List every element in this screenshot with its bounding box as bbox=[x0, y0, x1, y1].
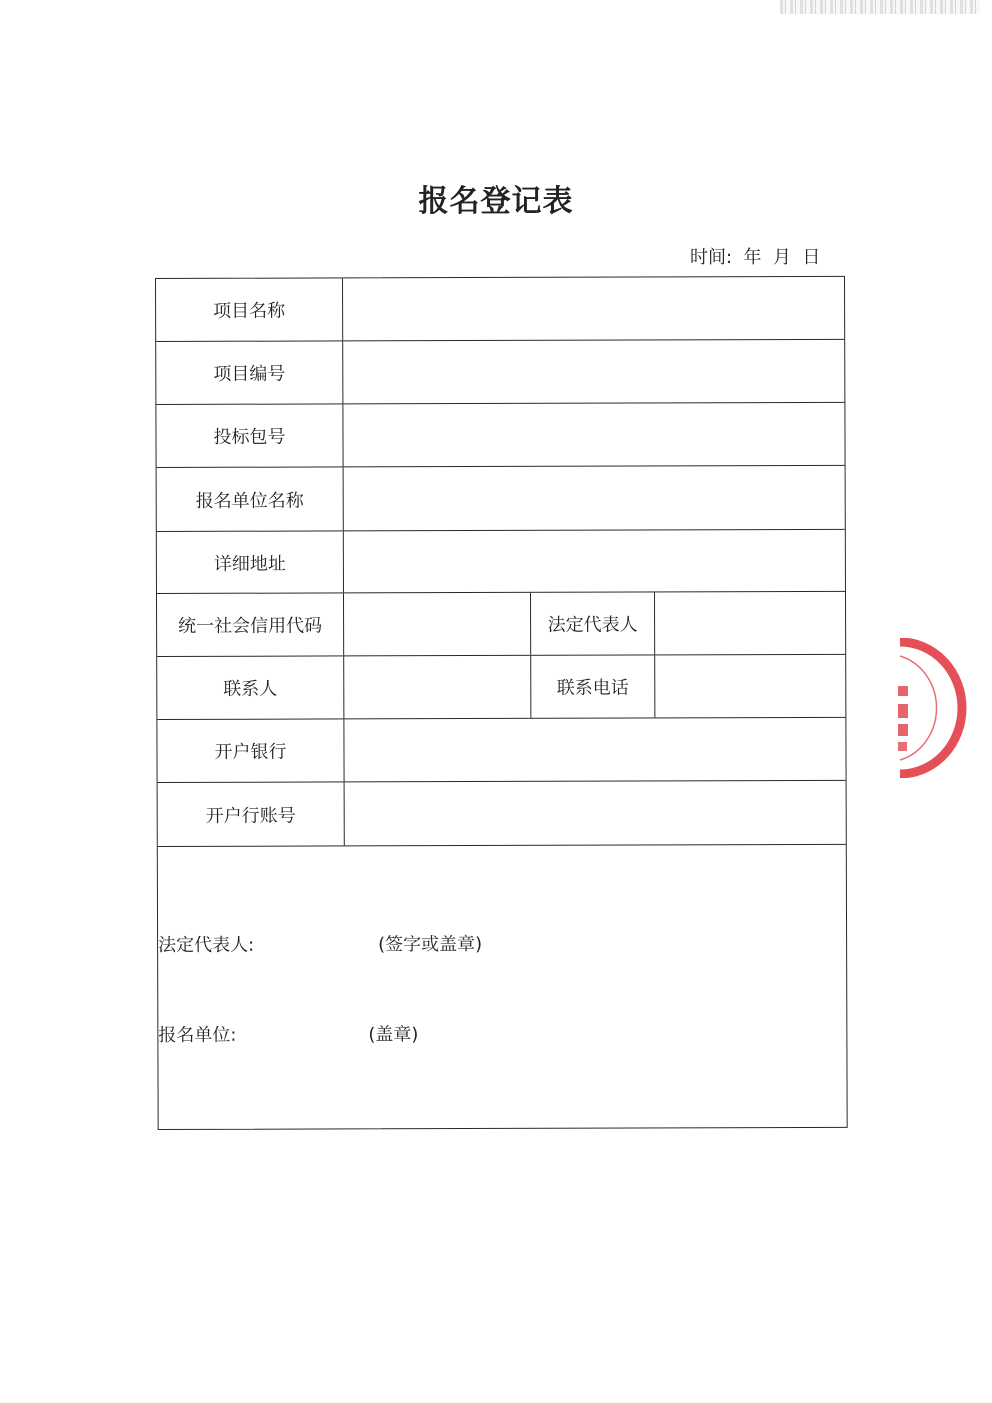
account-field[interactable] bbox=[345, 781, 846, 846]
project-number-field[interactable] bbox=[343, 340, 844, 404]
address-label: 详细地址 bbox=[157, 531, 344, 593]
row-bank bbox=[157, 718, 845, 783]
legal-rep-label: 法定代表人 bbox=[531, 592, 655, 654]
row-address bbox=[157, 530, 845, 594]
credit-code-label: 统一社会信用代码 bbox=[157, 593, 344, 656]
project-name-field[interactable] bbox=[343, 277, 844, 341]
row-account bbox=[158, 781, 846, 847]
row-project-number bbox=[156, 340, 844, 405]
unit-sign-note: (盖章) bbox=[368, 1024, 419, 1046]
legal-rep-field[interactable] bbox=[655, 592, 845, 655]
applicant-name-field[interactable] bbox=[344, 466, 845, 531]
row-bid-package bbox=[156, 403, 844, 468]
red-seal-image bbox=[870, 638, 990, 778]
date-line: 时间: 年 月 日 bbox=[690, 247, 821, 268]
row-contact bbox=[157, 655, 845, 720]
contact-field[interactable] bbox=[344, 656, 531, 719]
signature-area bbox=[158, 845, 847, 1129]
phone-label: 联系电话 bbox=[531, 655, 655, 717]
bank-label: 开户银行 bbox=[157, 719, 344, 782]
bid-package-field[interactable] bbox=[343, 403, 844, 467]
registration-table bbox=[155, 276, 848, 1130]
phone-field[interactable] bbox=[655, 655, 845, 718]
applicant-name-label: 报名单位名称 bbox=[157, 467, 344, 531]
row-applicant-name bbox=[157, 466, 845, 532]
bank-field[interactable] bbox=[344, 718, 845, 782]
contact-label: 联系人 bbox=[157, 656, 344, 719]
scan-artifact bbox=[780, 0, 980, 14]
unit-sign-label: 报名单位: bbox=[158, 1024, 237, 1046]
row-project-name bbox=[156, 277, 844, 342]
project-number-label: 项目编号 bbox=[156, 341, 343, 404]
form-title: 报名登记表 bbox=[418, 184, 574, 219]
account-label: 开户行账号 bbox=[158, 782, 345, 846]
address-field[interactable] bbox=[344, 530, 845, 593]
bid-package-label: 投标包号 bbox=[156, 404, 343, 467]
legal-rep-sign-label: 法定代表人: bbox=[158, 934, 255, 956]
row-credit-code bbox=[157, 592, 845, 657]
project-name-label: 项目名称 bbox=[156, 278, 343, 341]
legal-rep-sign-note: (签字或盖章) bbox=[378, 933, 483, 956]
credit-code-field[interactable] bbox=[344, 593, 531, 656]
